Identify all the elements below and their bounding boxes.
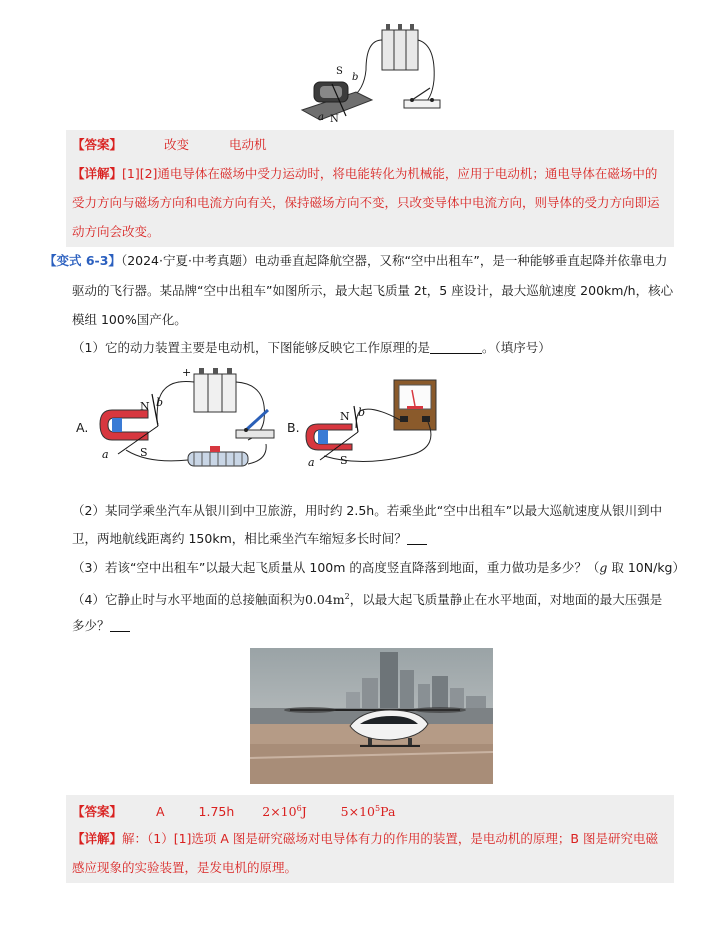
- figure-b-generator: [304, 376, 440, 472]
- answer1-line: [72, 131, 266, 159]
- fig-a-plus: +: [182, 366, 192, 379]
- fig-b-s: S: [340, 454, 348, 467]
- answer1-detail-line-1: 【详解】[1][2]通电导体在磁场中受力运动时，将电能转化为机械能，应用于电动机；通电导体在磁场中的: [72, 166, 658, 181]
- question-4-line-1: （4）它静止时与水平地面的总接触面积为$0.04m^2$，以最大起飞质量静止在水平地面，对地面的最大压强是: [72, 592, 663, 608]
- ammeter-icon: [394, 380, 436, 430]
- q4-blank[interactable]: [110, 617, 130, 632]
- fig-a-n: N: [140, 400, 150, 413]
- fig-a-b: b: [156, 396, 164, 409]
- question-tag: 【变式 6-3】: [44, 253, 121, 268]
- q2-blank[interactable]: [407, 530, 427, 545]
- fig-a-a: a: [102, 448, 109, 461]
- answer2-tag: 【答案】: [72, 804, 123, 820]
- answer1-item-1: 改变: [163, 137, 189, 152]
- question-line-2: 驱动的飞行器。某品牌“空中出租车”如图所示，最大起飞质量 2t，5 座设计，最大巡航速度 200km/h，核心: [72, 283, 674, 298]
- question-line-1: 【变式 6-3】（2024·宁夏·中考真题）电动垂直起降航空器，又称“空中出租车”，是一种能够垂直起降并依靠电力: [44, 253, 668, 268]
- question-2-line-1: （2）某同学乘坐汽车从银川到中卫旅游，用时约 2.5h。若乘坐此“空中出租车”以最大巡航速度从银川到中: [72, 503, 663, 518]
- question-2-line-2: 卫，两地航线距离约 150km，相比乘坐汽车缩短多长时间？: [72, 525, 427, 553]
- battery-icon: [194, 368, 236, 412]
- fig-b-a: a: [308, 456, 315, 469]
- switch-icon: [404, 88, 440, 108]
- question-4-line-2: 多少？: [72, 612, 130, 640]
- fig-b-b: b: [358, 406, 366, 419]
- fig-b-n: N: [340, 410, 350, 423]
- answer2-a4: $5\times 10^5Pa$: [340, 804, 396, 820]
- switch-icon: [236, 410, 274, 438]
- answer1-item-2: 电动机: [228, 137, 267, 152]
- option-a-label: A.: [76, 420, 89, 435]
- option-b-label: B.: [287, 420, 300, 435]
- question-1: （1）它的动力装置主要是电动机，下图能够反映它工作原理的是 。（填序号）: [72, 340, 551, 355]
- q1-blank[interactable]: [430, 339, 482, 354]
- top-fig-a: a: [318, 112, 324, 123]
- answer2-a1: A: [155, 804, 165, 820]
- answer1-detail-tag: 【详解】: [72, 166, 123, 181]
- top-fig-s: S: [336, 66, 343, 77]
- top-fig-b: b: [352, 72, 359, 83]
- top-motor-figure: [296, 20, 446, 124]
- question-line-3: 模组 100%国产化。: [72, 312, 187, 327]
- answer2-line: [72, 795, 395, 826]
- battery-icon: [382, 24, 418, 70]
- figure-a-motor: [98, 364, 278, 478]
- top-fig-n: N: [330, 114, 339, 124]
- answer2-detail-tag: 【详解】: [72, 831, 123, 846]
- answer2-detail-line-1: 【详解】解：（1）[1]选项 A 图是研究磁场对电导体有力的作用的装置，是电动机的原理；B 图是研究电磁: [72, 831, 658, 846]
- answer2-a3: $2\times 10^6J$: [262, 804, 307, 820]
- question-3: （3）若该“空中出租车”以最大起飞质量从 100m 的高度竖直降落到地面，重力做功是多少？（g 取 10N/kg）: [72, 560, 685, 575]
- answer1-detail-line-2: 受力方向与磁场方向和电流方向有关，保持磁场方向不变，只改变导体中电流方向，则导体的受力方向即运: [72, 195, 660, 210]
- answer1-tag: 【答案】: [72, 137, 123, 152]
- answer2-detail-line-2: 感应现象的实验装置，是发电机的原理。: [72, 860, 298, 875]
- rheostat-icon: [188, 446, 248, 466]
- air-taxi-photo: [250, 648, 493, 784]
- fig-a-s: S: [140, 446, 148, 459]
- answer2-a2: 1.75h: [198, 804, 235, 820]
- answer1-detail-line-3: 动方向会改变。: [72, 224, 160, 239]
